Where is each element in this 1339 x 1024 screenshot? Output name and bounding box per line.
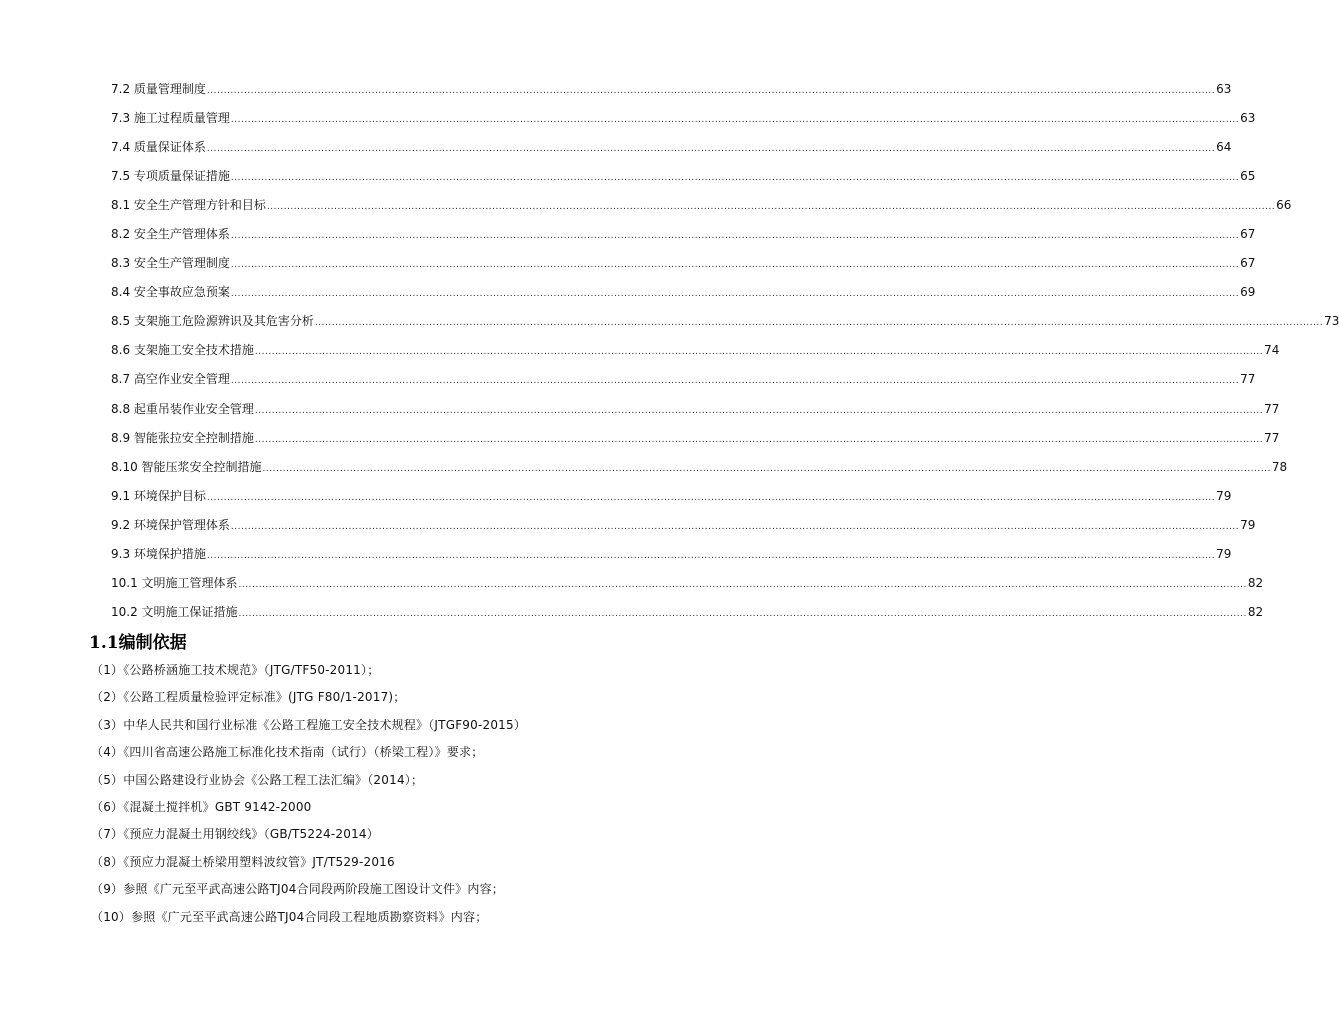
toc-entry-page: 67 <box>1240 227 1256 242</box>
reference-list <box>91 661 691 935</box>
toc-dot-leader: ............................................................................................................................................................................................................................................................................................................ <box>206 86 1216 96</box>
reference-item: （1）《公路桥涵施工技术规范》（JTG/TF50-2011）； <box>91 663 380 677</box>
toc-dot-leader: ............................................................................................................................................................................................................................................................................................................ <box>262 463 1271 474</box>
toc-dot-leader: ............................................................................................................................................................................................................................................................................................................ <box>206 492 1216 503</box>
toc-entry[interactable] <box>111 254 1256 283</box>
toc-entry-title: 8.5 支架施工危险源辨识及其危害分析 <box>111 314 314 329</box>
toc-entry-title: 7.5 专项质量保证措施 <box>111 169 230 184</box>
toc-entry[interactable] <box>111 80 1232 109</box>
toc-entry-page: 67 <box>1240 256 1256 271</box>
toc-entry-page: 74 <box>1264 343 1280 358</box>
toc-entry-page: 78 <box>1271 459 1288 474</box>
toc-entry-page: 77 <box>1264 430 1280 445</box>
toc-entry-title: 8.7 高空作业安全管理 <box>111 372 230 387</box>
reference-item: （4）《四川省高速公路施工标准化技术指南（试行）（桥梁工程）》要求； <box>91 745 484 760</box>
table-of-contents <box>111 80 1339 632</box>
toc-entry-title: 10.1 文明施工管理体系 <box>111 575 238 590</box>
toc-entry-title: 8.4 安全事故应急预案 <box>111 285 230 300</box>
toc-dot-leader: ............................................................................................................................................................................................................................................................................................................ <box>266 202 1276 213</box>
toc-dot-leader: ............................................................................................................................................................................................................................................................................................................ <box>254 347 1264 358</box>
toc-dot-leader: ............................................................................................................................................................................................................................................................................................................ <box>230 173 1240 184</box>
toc-entry[interactable] <box>111 312 1339 341</box>
reference-item: （9）参照《广元至平武高速公路TJ04合同段两阶段施工图设计文件》内容； <box>91 882 504 897</box>
toc-entry-page: 82 <box>1247 575 1264 590</box>
toc-dot-leader: ............................................................................................................................................................................................................................................................................................................ <box>254 405 1264 416</box>
toc-entry-page: 64 <box>1216 140 1232 155</box>
toc-entry-page: 66 <box>1276 198 1292 213</box>
toc-entry[interactable] <box>111 341 1280 370</box>
toc-entry-page: 63 <box>1240 111 1256 126</box>
toc-entry-page: 82 <box>1247 604 1264 619</box>
toc-entry[interactable] <box>111 167 1256 196</box>
toc-entry-page: 79 <box>1216 488 1232 503</box>
toc-entry-title: 8.1 安全生产管理方针和目标 <box>111 198 266 213</box>
reference-item: （8）《预应力混凝土桥梁用塑料波纹管》JT/T529-2016 <box>91 854 395 869</box>
reference-item: （6）《混凝土搅拌机》GBT 9142-2000 <box>91 799 312 814</box>
toc-entry-title: 8.8 起重吊装作业安全管理 <box>111 401 254 416</box>
toc-entry-title: 9.1 环境保护目标 <box>111 488 206 503</box>
toc-dot-leader: ............................................................................................................................................................................................................................................................................................................ <box>206 144 1216 155</box>
toc-entry[interactable] <box>111 429 1280 458</box>
toc-dot-leader: ............................................................................................................................................................................................................................................................................................................ <box>238 579 1247 590</box>
toc-entry-title: 8.2 安全生产管理体系 <box>111 227 230 242</box>
toc-entry-page: 79 <box>1216 546 1232 561</box>
reference-item: （10）参照《广元至平武高速公路TJ04合同段工程地质勘察资料》内容； <box>91 909 488 924</box>
toc-dot-leader: ............................................................................................................................................................................................................................................................................................................ <box>254 434 1264 445</box>
section-heading: 1.1编制依据 <box>89 633 187 653</box>
reference-item: （5）中国公路建设行业协会《公路工程工法汇编》（2014）； <box>91 772 424 787</box>
toc-entry[interactable] <box>111 574 1264 603</box>
toc-entry-page: 79 <box>1240 517 1256 532</box>
toc-entry-page: 73 <box>1324 314 1339 329</box>
toc-entry-title: 7.2 质量管理制度 <box>111 82 206 96</box>
toc-entry-page: 63 <box>1216 82 1232 96</box>
toc-dot-leader: ............................................................................................................................................................................................................................................................................................................ <box>230 289 1240 300</box>
reference-item: （7）《预应力混凝土用钢绞线》（GB/T5224-2014） <box>91 827 379 842</box>
toc-entry-page: 77 <box>1264 401 1280 416</box>
toc-dot-leader: ............................................................................................................................................................................................................................................................................................................ <box>230 521 1240 532</box>
toc-dot-leader: ............................................................................................................................................................................................................................................................................................................ <box>206 550 1216 561</box>
toc-entry-page: 77 <box>1240 372 1256 387</box>
toc-dot-leader: ............................................................................................................................................................................................................................................................................................................ <box>230 376 1240 387</box>
toc-entry-title: 8.9 智能张拉安全控制措施 <box>111 430 254 445</box>
toc-entry[interactable] <box>111 516 1256 545</box>
toc-dot-leader: ............................................................................................................................................................................................................................................................................................................ <box>230 260 1240 271</box>
toc-dot-leader: ............................................................................................................................................................................................................................................................................................................ <box>230 115 1240 126</box>
toc-entry[interactable] <box>111 487 1232 516</box>
toc-entry[interactable] <box>111 283 1256 312</box>
toc-dot-leader: ............................................................................................................................................................................................................................................................................................................ <box>314 318 1324 329</box>
toc-dot-leader: ............................................................................................................................................................................................................................................................................................................ <box>238 608 1247 619</box>
toc-entry[interactable] <box>111 138 1232 167</box>
toc-entry[interactable] <box>111 400 1280 429</box>
toc-entry[interactable] <box>111 370 1256 399</box>
reference-item: （3）中华人民共和国行业标准《公路工程施工安全技术规程》（JTGF90-2015） <box>91 717 527 732</box>
toc-entry[interactable] <box>111 196 1292 225</box>
toc-entry[interactable] <box>111 225 1256 254</box>
toc-entry[interactable] <box>111 603 1264 632</box>
toc-entry-title: 9.2 环境保护管理体系 <box>111 517 230 532</box>
toc-entry[interactable] <box>111 545 1232 574</box>
reference-item: （2）《公路工程质量检验评定标准》(JTG F80/1-2017)； <box>91 690 406 705</box>
toc-entry-title: 8.10 智能压浆安全控制措施 <box>111 459 262 474</box>
toc-entry-page: 69 <box>1240 285 1256 300</box>
toc-dot-leader: ............................................................................................................................................................................................................................................................................................................ <box>230 231 1240 242</box>
toc-entry-title: 7.4 质量保证体系 <box>111 140 206 155</box>
toc-entry-title: 8.6 支架施工安全技术措施 <box>111 343 254 358</box>
toc-entry-title: 10.2 文明施工保证措施 <box>111 604 238 619</box>
toc-entry-title: 9.3 环境保护措施 <box>111 546 206 561</box>
toc-entry[interactable] <box>111 109 1256 138</box>
toc-entry-title: 7.3 施工过程质量管理 <box>111 111 230 126</box>
toc-entry-page: 65 <box>1240 169 1256 184</box>
toc-entry-title: 8.3 安全生产管理制度 <box>111 256 230 271</box>
toc-entry[interactable] <box>111 458 1288 487</box>
